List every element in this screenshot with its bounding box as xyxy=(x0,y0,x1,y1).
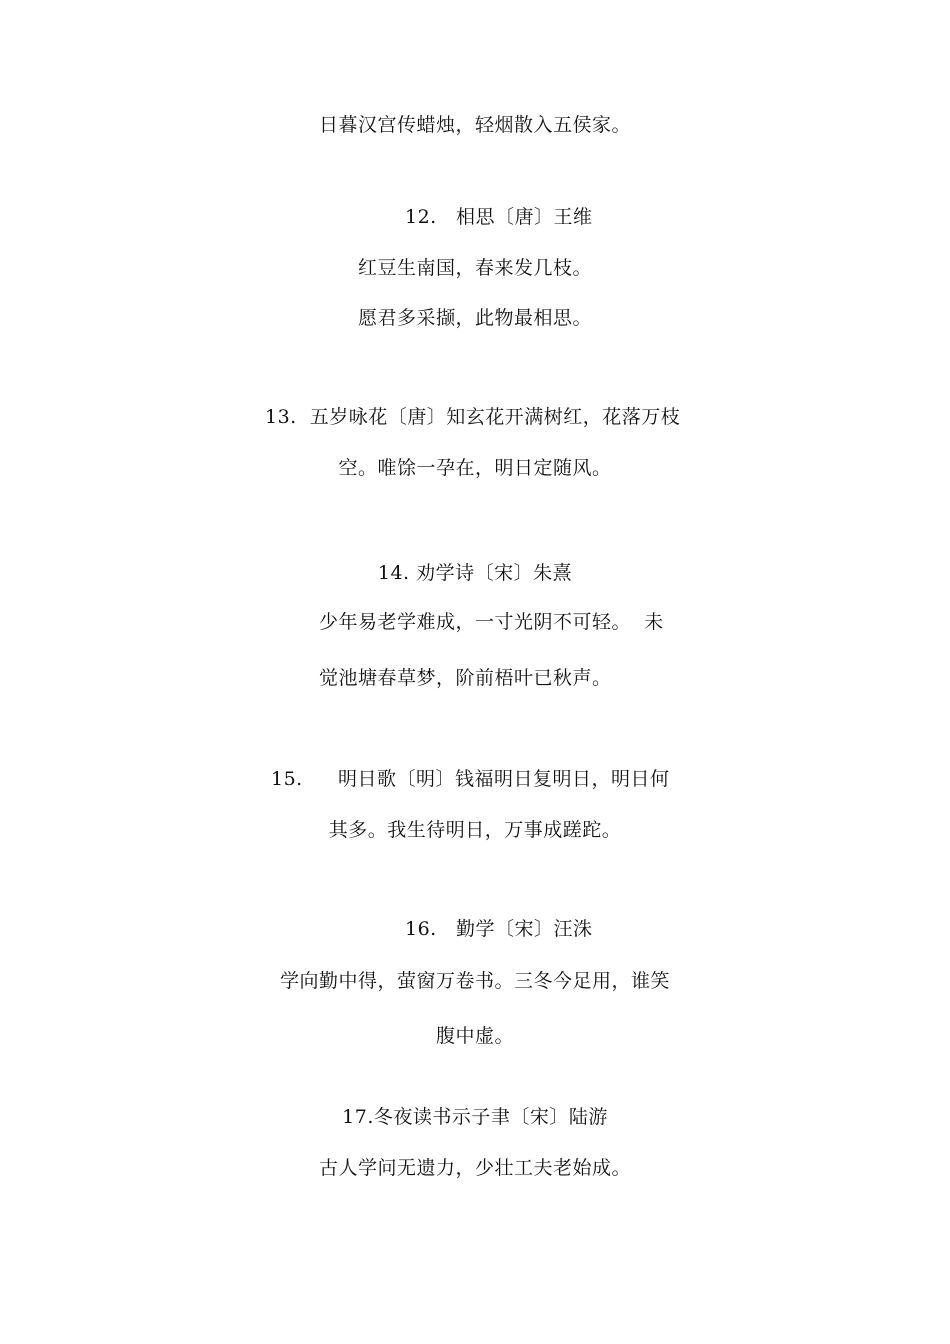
poem-17-line-1: 古人学问无遗力，少壮工夫老始成。 xyxy=(318,1157,631,1179)
poem-12-title: 相思〔唐〕王维 xyxy=(456,206,593,228)
poem-16-line-2: 腹中虚。 xyxy=(435,1025,514,1047)
poem-16-line-1: 学向勤中得，萤窗万卷书。三冬今足用，谁笑 xyxy=(279,970,670,992)
poem-16-title: 勤学〔宋〕汪洙 xyxy=(456,918,593,940)
poem-13-line-2: 空。唯馀一孕在，明日定随风。 xyxy=(338,457,612,479)
poem-15-number: 15. xyxy=(271,768,303,790)
poem-13-title-and-line-1: 13. 五岁咏花〔唐〕知玄花开满树红，花落万枝 xyxy=(265,406,681,428)
poem-12-line-1: 红豆生南国，春来发几枝。 xyxy=(357,257,592,279)
poem-12-line-2: 愿君多采撷，此物最相思。 xyxy=(357,307,592,329)
poem-16-number: 16. xyxy=(405,918,437,940)
poem-14-line-2: 觉池塘春草梦，阶前梧叶已秋声。 xyxy=(319,667,612,689)
poem-12-number: 12. xyxy=(405,206,437,228)
poem-15-title-and-line-1: 明日歌〔明〕钱福明日复明日，明日何 xyxy=(338,768,670,790)
poem-15-line-2: 其多。我生待明日，万事成蹉跎。 xyxy=(328,819,622,841)
poem-17-title: 17.冬夜读书示子聿〔宋〕陆游 xyxy=(342,1106,608,1128)
poem-11-line-2: 日暮汉宫传蜡烛，轻烟散入五侯家。 xyxy=(318,114,631,136)
poem-14-title: 14. 劝学诗〔宋〕朱熹 xyxy=(377,562,573,584)
poem-14-line-1: 少年易老学难成，一寸光阴不可轻。 未 xyxy=(319,611,664,633)
